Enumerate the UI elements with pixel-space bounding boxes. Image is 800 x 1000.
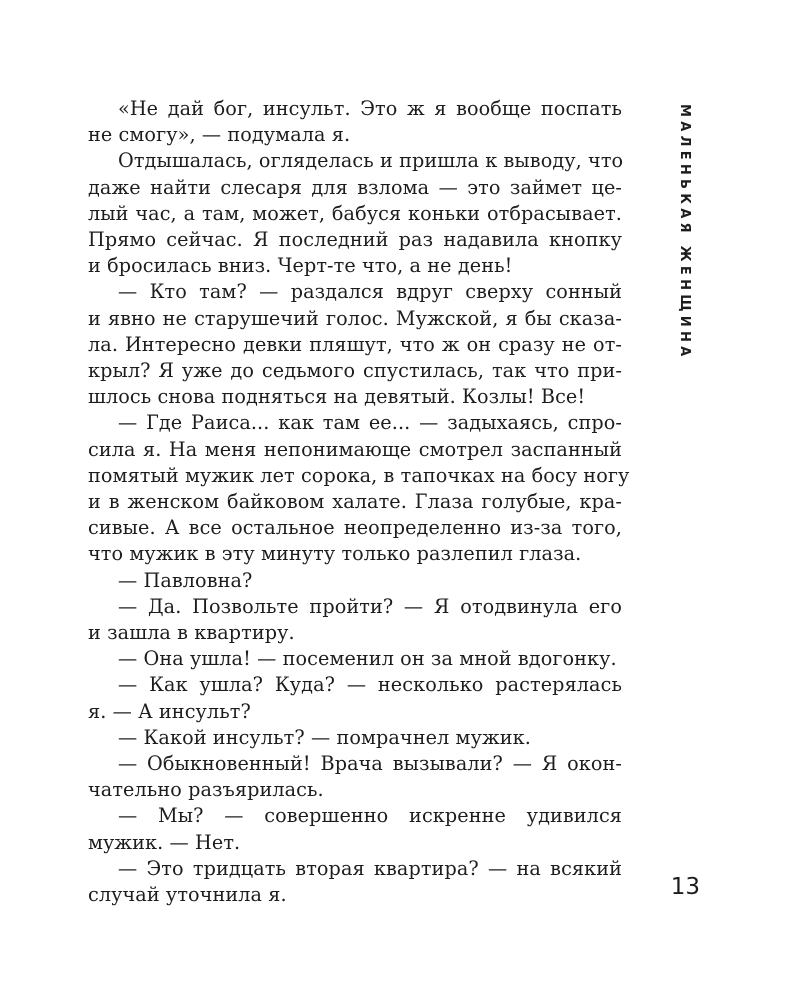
text-line: «Не дай бог, инсульт. Это ж я вообще поспать xyxy=(118,97,622,120)
text-line: не смогу», — подумала я. xyxy=(88,123,351,147)
text-line: я. — А инсульт? xyxy=(88,699,251,723)
text-line: лый час, а там, может, бабуся коньки отбрасывает. xyxy=(88,201,622,225)
text-line: — Кто там? — раздался вдруг сверху сонный xyxy=(118,280,622,304)
text-line: и бросилась вниз. Черт-те что, а не день! xyxy=(88,254,513,278)
text-line: чательно разъярилась. xyxy=(88,778,324,802)
text-line: и зашла в квартиру. xyxy=(88,621,295,645)
running-head-title: МАЛЕНЬКАЯ ЖЕНЩИНА xyxy=(677,104,692,361)
text-line: ла. Интересно девки пляшут, что ж он сразу не от- xyxy=(88,332,622,356)
text-line: крыл? Я уже до седьмого спустилась, так что при- xyxy=(88,359,622,383)
text-line: Отдышалась, огляделась и пришла к выводу, что xyxy=(118,149,624,173)
text-line: мужик. — Нет. xyxy=(88,830,241,854)
text-line: случай уточнила я. xyxy=(88,883,287,907)
text-line: сивые. А все остальное неопределенно из-за того, xyxy=(88,516,622,540)
text-line: — Где Раиса... как там ее... — задыхаясь, спро- xyxy=(118,411,622,435)
page-number: 13 xyxy=(670,874,700,900)
text-line: сила я. На меня непонимающе смотрел заспанный xyxy=(88,437,622,461)
running-head xyxy=(677,104,706,361)
text-line: шлось снова подняться на девятый. Козлы! Все! xyxy=(88,385,586,409)
text-line: — Павловна? xyxy=(118,568,253,592)
text-line: — Какой инсульт? — помрачнел мужик. xyxy=(118,725,531,749)
text-line: — Мы? — совершенно искренне удивился xyxy=(118,804,622,828)
body-text xyxy=(88,96,630,908)
text-line: — Она ушла! — посеменил он за мной вдогонку. xyxy=(118,647,617,671)
text-line: — Да. Позвольте пройти? — Я отодвинула его xyxy=(118,594,622,618)
text-line: что мужик в эту минуту только разлепил глаза. xyxy=(88,542,582,566)
text-line: — Это тридцать вторая квартира? — на всякий xyxy=(118,856,622,880)
text-line: и явно не старушечий голос. Мужской, я бы сказа- xyxy=(88,306,622,330)
text-line: Прямо сейчас. Я последний раз надавила кнопку xyxy=(88,228,622,252)
text-line: помятый мужик лет сорока, в тапочках на босу ногу xyxy=(88,463,630,487)
text-line: и в женском байковом халате. Глаза голубые, кра- xyxy=(88,490,622,514)
text-line: — Обыкновенный! Врача вызывали? — Я окон- xyxy=(118,752,622,776)
text-line: — Как ушла? Куда? — несколько растерялась xyxy=(118,673,622,697)
text-line: даже найти слесаря для взлома — это займет це- xyxy=(88,175,622,199)
